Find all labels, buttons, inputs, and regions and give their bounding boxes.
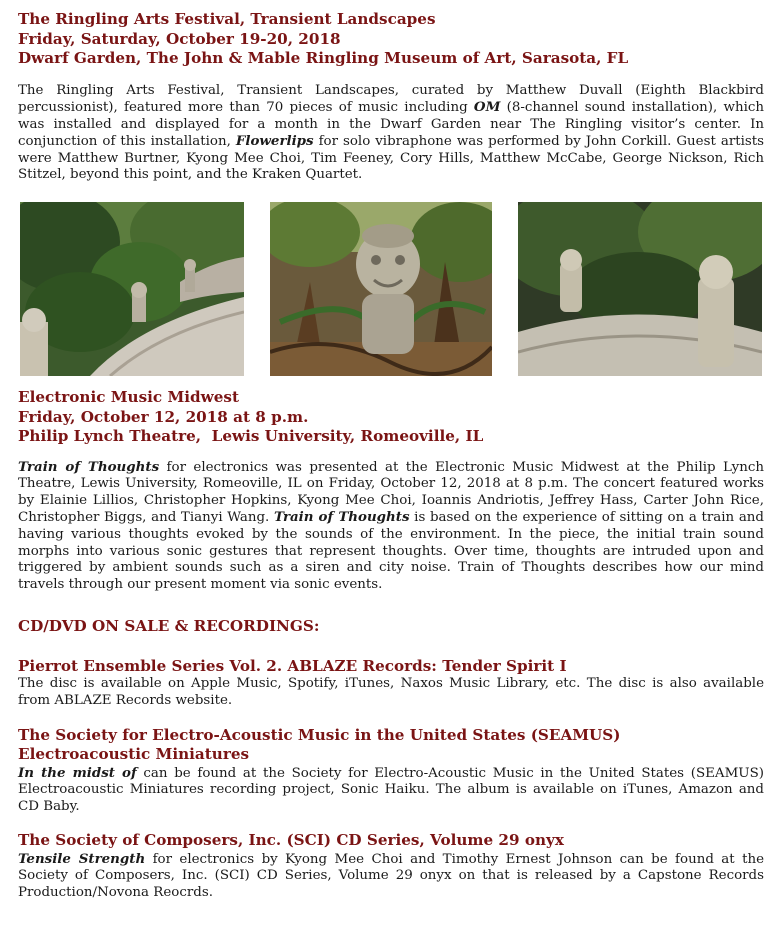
ablaze-text: The disc is available on Apple Music, Spotify, iTunes, Naxos Music Library, etc. The disc is also available from ABLAZE Records website. (18, 676, 764, 708)
emm-date: Friday, October 12, 2018 at 8 p.m. (18, 407, 309, 426)
festival-venue: Dwarf Garden, The John & Mable Ringling Museum of Art, Sarasota, FL (18, 49, 629, 67)
om-title: OM (473, 99, 501, 116)
seamus-paragraph (18, 765, 764, 816)
in-the-midst-of-title: In the midst of (18, 764, 137, 781)
seamus-recording (18, 726, 764, 816)
festival-title: The Ringling Arts Festival, Transient Landscapes (18, 10, 436, 28)
sci-paragraph (18, 851, 764, 902)
flowerlips-title: Flowerlips (235, 133, 314, 150)
festival-date: Friday, Saturday, October 19-20, 2018 (18, 29, 341, 48)
festival-section (18, 10, 764, 184)
seamus-text: can be found at the Society for Electro-Acoustic Music in the United States (SEAMUS) Electroacoustic Miniatures recording project, Sonic Haiku. The album is available on iTunes, Amazon and CD Baby. (18, 765, 764, 814)
ablaze-heading: Pierrot Ensemble Series Vol. 2. ABLAZE Records: Tender Spirit I (18, 656, 567, 675)
emm-paragraph (18, 459, 764, 594)
train-of-thoughts-title: Train of Thoughts (18, 458, 160, 475)
festival-text-b: (8-channel sound installation), which was installed and displayed for a month in the Dwarf Garden near The Ringling visitor’s center. In conjunction of this installation, (18, 100, 764, 150)
recordings-section-title: CD/DVD ON SALE & RECORDINGS: (18, 617, 320, 636)
tensile-strength-title: Tensile Strength (18, 850, 146, 867)
photo-row (18, 202, 764, 376)
ablaze-recording (18, 657, 764, 710)
festival-paragraph (18, 83, 764, 185)
emm-text-a: for electronics was presented at the Electronic Music Midwest at the Philip Lynch Theatre, Lewis University, Romeoville, IL on Friday, October 12, 2018 at 8 p.m. The concert featured works by Elainie Lillios, Christopher Hopkins, Kyong Mee Choi, Ioannis Andriotis, Jeffrey Hass, Carter John Rice, Christopher Biggs, and Tianyi Wang. (18, 459, 764, 526)
sci-recording (18, 831, 764, 901)
train-of-thoughts-title-2: Train of Thoughts (273, 509, 410, 526)
dwarf-statue-closeup-photo (270, 202, 492, 376)
page-content (18, 10, 764, 902)
emm-title: Electronic Music Midwest (18, 388, 239, 407)
seamus-subheading: Electroacoustic Miniatures (18, 745, 250, 763)
sci-heading: The Society of Composers, Inc. (SCI) CD Series, Volume 29 onyx (18, 831, 564, 850)
emm-section (18, 388, 764, 593)
seamus-heading: The Society for Electro-Acoustic Music in the United States (SEAMUS) (18, 725, 621, 744)
festival-text-a: The Ringling Arts Festival, Transient Landscapes, curated by Matthew Duvall (Eighth Blackbird percussionist), featured more than 70 pieces of music including (18, 82, 764, 116)
garden-path-photo (20, 202, 244, 376)
emm-text-b: is based on the experience of sitting on a train and having various thoughts evoked by the sounds of the environment. In the piece, the initial train sound morphs into various sonic gestures that represent thoughts. Over time, thoughts are intruded upon and triggered by ambient sounds such as a siren and city noise. Train of Thoughts describes how our mind travels through our present moment via sonic events. (18, 510, 764, 592)
sci-text: for electronics by Kyong Mee Choi and Timothy Ernest Johnson can be found at the Society of Composers, Inc. (SCI) CD Series, Volume 29 onyx on that is released by a Capstone Records Production/Novona Reocrds. (18, 851, 765, 900)
emm-venue: Philip Lynch Theatre, Lewis University, Romeoville, IL (18, 427, 484, 446)
festival-text-c: for solo vibraphone was performed by John Corkill. Guest artists were Matthew Burtner, Kyong Mee Choi, Tim Feeney, Cory Hills, Matthew McCabe, George Nickson, Rich Stitzel, beyond this point, and the Kraken Quartet. (18, 134, 765, 183)
dwarf-statues-photo (518, 202, 762, 376)
